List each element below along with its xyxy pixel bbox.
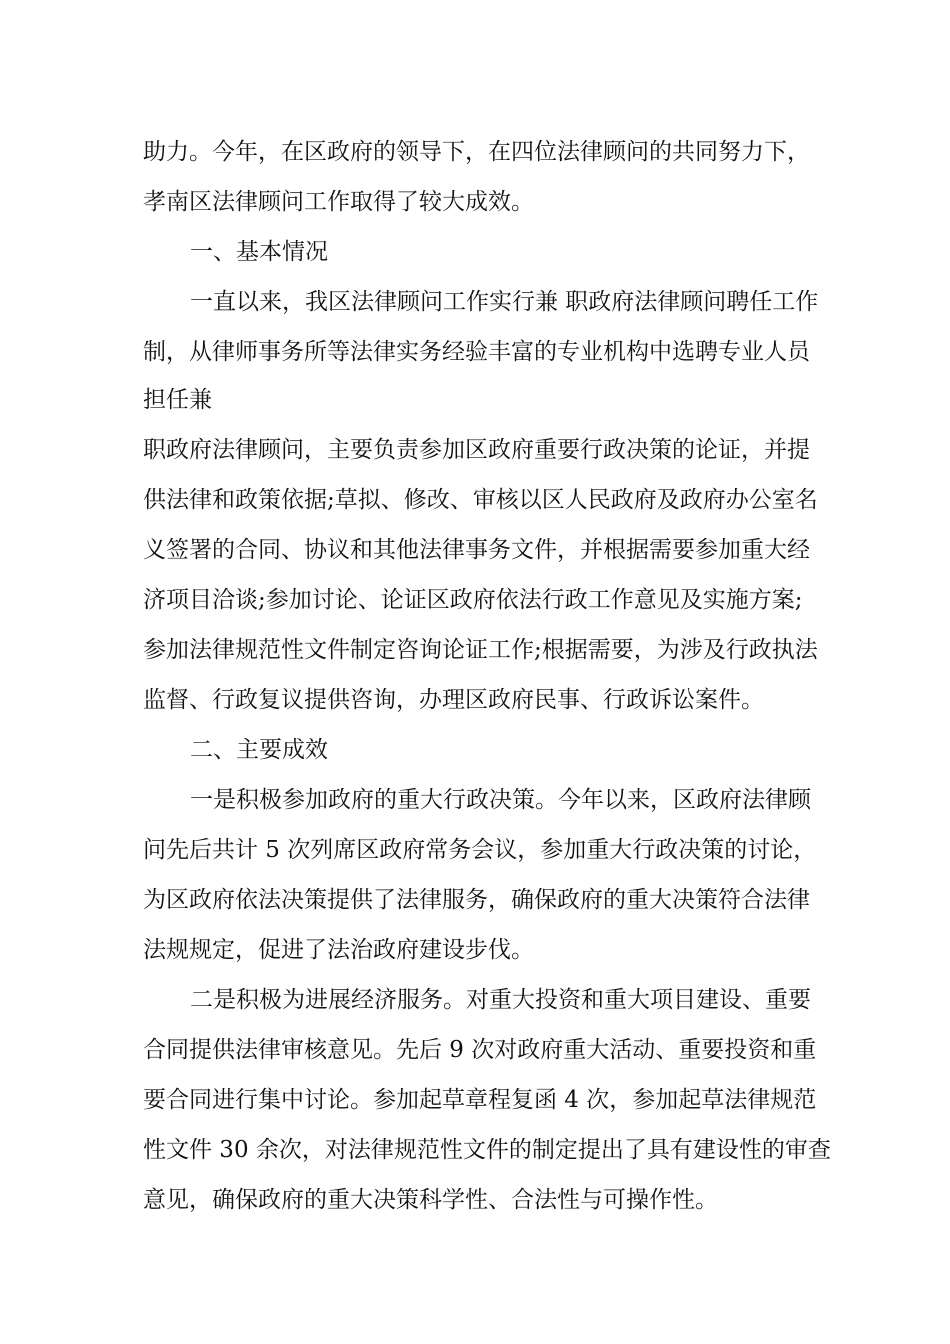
text-line: 二是积极为进展经济服务。对重大投资和重大项目建设、重要 bbox=[190, 987, 811, 1013]
text-line: 担任兼 bbox=[143, 387, 212, 413]
text-line: 一是积极参加政府的重大行政决策。今年以来，区政府法律顾 bbox=[190, 787, 811, 813]
section-heading: 二、主要成效 bbox=[190, 737, 328, 763]
text-line: 孝南区法律顾问工作取得了较大成效。 bbox=[143, 189, 534, 215]
text-line: 参加法律规范性文件制定咨询论证工作;根据需要，为涉及行政执法 bbox=[143, 637, 818, 663]
section-heading: 一、基本情况 bbox=[190, 239, 328, 265]
text-line: 合同提供法律审核意见。先后 9 次对政府重大活动、重要投资和重 bbox=[143, 1037, 817, 1063]
text-line: 为区政府依法决策提供了法律服务，确保政府的重大决策符合法律 bbox=[143, 887, 810, 913]
text-line: 制，从律师事务所等法律实务经验丰富的专业机构中选聘专业人员 bbox=[143, 339, 810, 365]
text-line: 性文件 30 余次，对法律规范性文件的制定提出了具有建设性的审查 bbox=[143, 1137, 831, 1163]
text-line: 一直以来，我区法律顾问工作实行兼 职政府法律顾问聘任工作 bbox=[190, 289, 819, 315]
text-line: 职政府法律顾问，主要负责参加区政府重要行政决策的论证，并提 bbox=[143, 437, 810, 463]
text-line: 济项目洽谈;参加讨论、论证区政府依法行政工作意见及实施方案; bbox=[143, 587, 803, 613]
text-line: 助力。今年，在区政府的领导下，在四位法律顾问的共同努力下， bbox=[143, 139, 810, 165]
text-line: 供法律和政策依据;草拟、修改、审核以区人民政府及政府办公室名 bbox=[143, 487, 818, 513]
text-line: 监督、行政复议提供咨询，办理区政府民事、行政诉讼案件。 bbox=[143, 687, 764, 713]
text-line: 问先后共计 5 次列席区政府常务会议，参加重大行政决策的讨论， bbox=[143, 837, 817, 863]
text-line: 意见，确保政府的重大决策科学性、合法性与可操作性。 bbox=[143, 1187, 718, 1213]
text-line: 义签署的合同、协议和其他法律事务文件，并根据需要参加重大经 bbox=[143, 537, 810, 563]
text-line: 法规规定，促进了法治政府建设步伐。 bbox=[143, 937, 534, 963]
text-line: 要合同进行集中讨论。参加起草章程复函 4 次，参加起草法律规范 bbox=[143, 1087, 817, 1113]
